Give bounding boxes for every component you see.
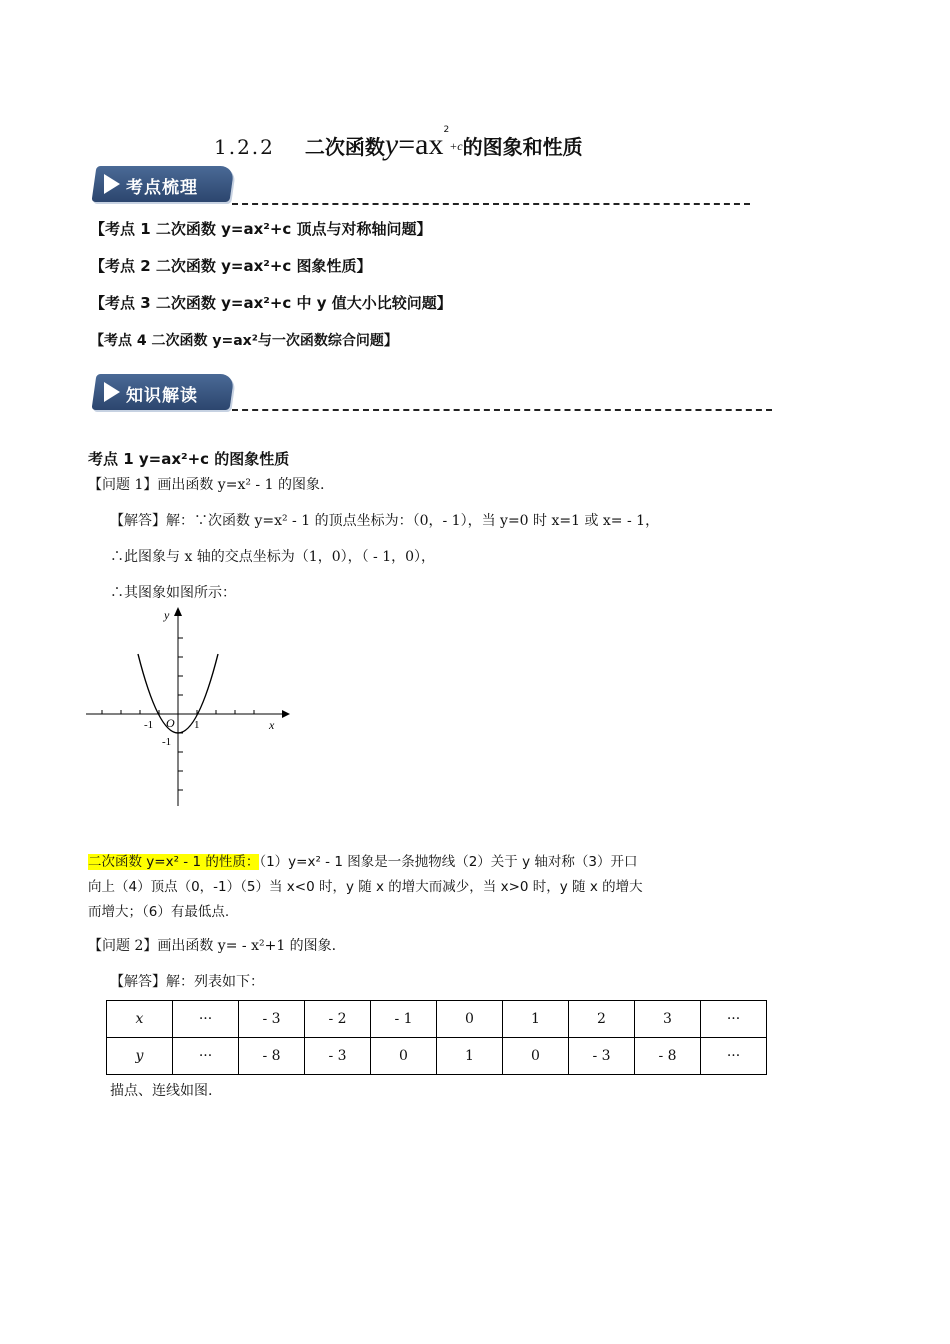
title-formula-ax: =ax — [398, 128, 444, 161]
table-cell: ··· — [701, 1038, 767, 1075]
kaodian-item-1: 【考点 1 二次函数 y=ax²+c 顶点与对称轴问题】 — [90, 220, 432, 238]
title-sup: 2 — [443, 125, 450, 135]
value-table — [106, 1000, 767, 1075]
properties-line-3: 而增大；（6）有最低点. — [88, 904, 230, 920]
y-axis-arrow — [174, 607, 182, 616]
table-cell: - 1 — [371, 1001, 437, 1038]
properties-text-1: （1）y=x² - 1 图象是一条抛物线（2）关于 y 轴对称（3）开口 — [259, 854, 638, 870]
answer-2: 【解答】解：列表如下： — [110, 974, 264, 990]
banner-zhishi — [94, 374, 234, 412]
title-formula — [385, 128, 444, 161]
table-row — [107, 1001, 767, 1038]
table-cell: ··· — [701, 1001, 767, 1038]
title-suffix: 的图象和性质 — [462, 135, 583, 159]
answer-1-line-2: ∴此图象与 x 轴的交点坐标为（1，0），（ - 1，0）， — [110, 549, 436, 565]
answer-1-line-1: 【解答】解：∵次函数 y=x² - 1 的顶点坐标为：（0，- 1），当 y=0 时 x=1 或 x= - 1， — [110, 513, 660, 529]
x-neg1-label: -1 — [144, 719, 154, 731]
x-axis-label: x — [269, 718, 275, 732]
divider — [232, 409, 772, 411]
after-table-text: 描点、连线如图. — [110, 1083, 213, 1099]
banner-kaodian — [94, 166, 234, 204]
banner-kaodian-label: 考点梳理 — [126, 178, 198, 198]
table-cell: 2 — [569, 1001, 635, 1038]
table-cell: - 8 — [239, 1038, 305, 1075]
properties-line-1 — [88, 850, 637, 870]
question-1: 【问题 1】画出函数 y=x² - 1 的图象. — [88, 477, 325, 493]
table-cell: x — [107, 1001, 173, 1038]
table-row — [107, 1038, 767, 1075]
title-prefix: 二次函数 — [304, 135, 385, 159]
table-cell: - 3 — [305, 1038, 371, 1075]
kaodian-item-2: 【考点 2 二次函数 y=ax²+c 图象性质】 — [90, 257, 372, 275]
x-pos1-label: 1 — [194, 719, 200, 731]
table-cell: 1 — [503, 1001, 569, 1038]
kaodian-item-3: 【考点 3 二次函数 y=ax²+c 中 y 值大小比较问题】 — [90, 294, 452, 312]
title-plus-c: +c — [449, 139, 463, 153]
table-cell: - 2 — [305, 1001, 371, 1038]
table-cell: ··· — [173, 1001, 239, 1038]
origin-label: O — [166, 716, 175, 730]
table-cell: 0 — [437, 1001, 503, 1038]
question-2: 【问题 2】画出函数 y= - x²+1 的图象. — [88, 938, 337, 954]
table-cell: 3 — [635, 1001, 701, 1038]
table-cell: - 3 — [569, 1038, 635, 1075]
parabola-graph — [86, 606, 290, 810]
title-number: 1.2.2 — [214, 135, 275, 159]
y-axis-label: y — [164, 608, 170, 622]
table-cell: - 8 — [635, 1038, 701, 1075]
divider — [232, 203, 750, 205]
table-cell: 1 — [437, 1038, 503, 1075]
y-neg1-label: -1 — [162, 736, 172, 748]
page-title — [214, 125, 583, 162]
kaodian-item-4: 【考点 4 二次函数 y=ax²与一次函数综合问题】 — [90, 333, 398, 349]
table-cell: ··· — [173, 1038, 239, 1075]
table-cell: y — [107, 1038, 173, 1075]
table-cell: - 3 — [239, 1001, 305, 1038]
properties-line-2: 向上（4）顶点（0，-1）（5）当 x<0 时，y 随 x 的增大而减少，当 x>0 时，y 随 x 的增大 — [88, 879, 643, 895]
banner-zhishi-label: 知识解读 — [126, 386, 198, 406]
table-cell: 0 — [371, 1038, 437, 1075]
x-axis-arrow — [282, 710, 290, 718]
title-formula-y: y — [384, 128, 399, 161]
section-heading: 考点 1 y=ax²+c 的图象性质 — [88, 450, 290, 468]
play-icon — [104, 382, 120, 402]
properties-highlight: 二次函数 y=x² - 1 的性质： — [88, 854, 260, 870]
answer-1-line-3: ∴其图象如图所示： — [110, 585, 236, 601]
play-icon — [104, 174, 120, 194]
table-cell: 0 — [503, 1038, 569, 1075]
